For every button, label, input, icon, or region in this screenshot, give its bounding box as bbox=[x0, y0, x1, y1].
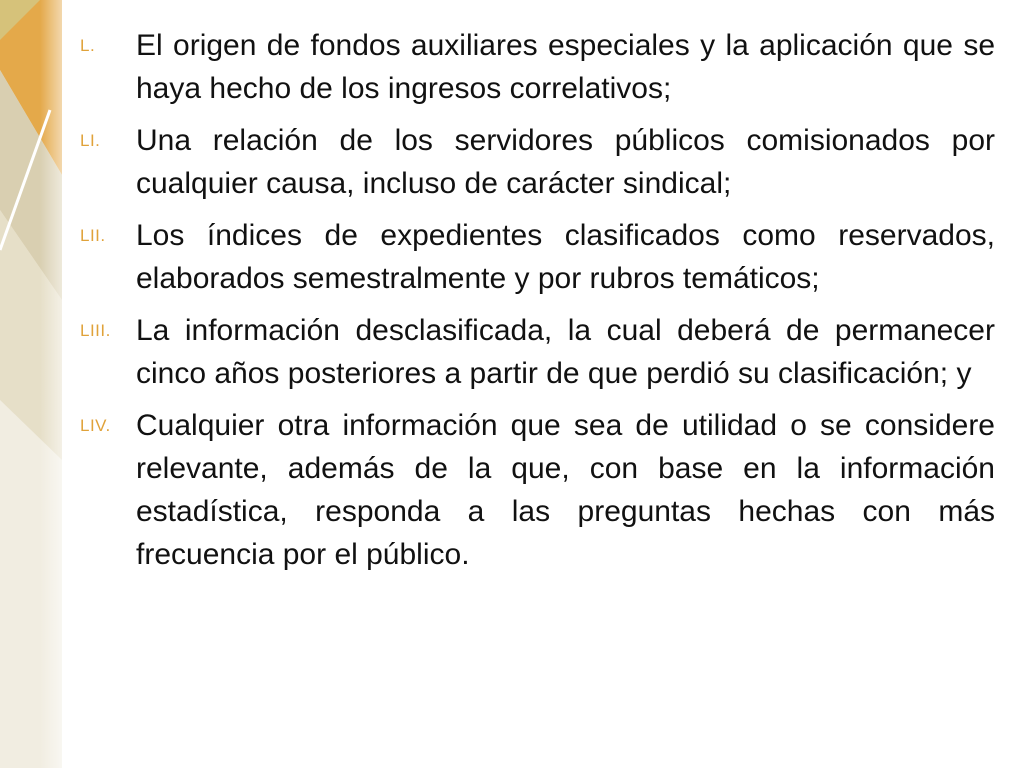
roman-numeral-marker: LIV. bbox=[80, 416, 111, 435]
list-item bbox=[80, 24, 995, 110]
list-item-text: Los índices de expedientes clasificados como reservados, elaborados semestralmente y por rubros temáticos; bbox=[136, 219, 995, 295]
roman-numeral-marker: LIII. bbox=[80, 321, 111, 340]
list-item bbox=[80, 214, 995, 300]
roman-numeral-marker: L. bbox=[80, 36, 96, 55]
list-item-text: La información desclasificada, la cual deberá de permanecer cinco años posteriores a partir de que perdió su clasificación; y bbox=[136, 314, 995, 390]
roman-numeral-marker: LII. bbox=[80, 226, 106, 245]
list-item-text: El origen de fondos auxiliares especiales y la aplicación que se haya hecho de los ingresos correlativos; bbox=[136, 29, 995, 105]
list-item-text: Cualquier otra información que sea de utilidad o se considere relevante, además de la que, con base en la información estadística, responda a las preguntas hechas con más frecuencia por el público. bbox=[136, 409, 995, 571]
list-item bbox=[80, 119, 995, 205]
side-fade bbox=[40, 0, 80, 768]
list-item bbox=[80, 309, 995, 395]
list-item bbox=[80, 404, 995, 576]
roman-numeral-marker: LI. bbox=[80, 131, 101, 150]
bullet-list bbox=[80, 24, 995, 585]
list-item-text: Una relación de los servidores públicos comisionados por cualquier causa, incluso de carácter sindical; bbox=[136, 124, 995, 200]
